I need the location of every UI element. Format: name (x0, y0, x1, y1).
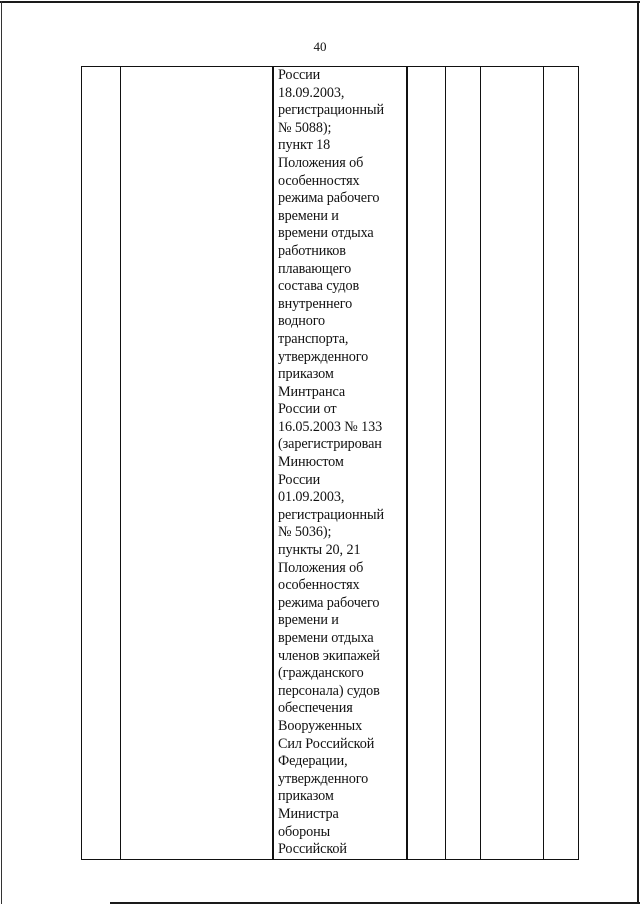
page-border-bottom (110, 902, 640, 904)
table-row (82, 67, 579, 860)
page-border-left (1, 1, 2, 904)
page-number: 40 (313, 39, 327, 54)
table-cell-answer-yes (407, 67, 446, 860)
table-cell-number (82, 67, 121, 860)
legal-references-text: России 18.09.2003, регистрационный № 5088); пункт 18 Положения об особенностях режима рабочего времени и времени отдыха работников плавающего состава судов внутреннего водного транспорта, утвержденного приказом Минтранса России от 16.05.2003 № 133 (зарегистрирован Минюстом России 01.09.2003, регистрационный № 5036); пункты 20, 21 Положения об особенностях режима рабочего времени и времени отдыха членов экипажей (гражданского персонала) судов обеспечения Вооруженных Сил Российской Федерации, утвержденного приказом Министра обороны Российской (278, 67, 384, 858)
table-cell-notes (544, 67, 579, 860)
document-table (81, 66, 579, 860)
table-cell-legal-references (273, 67, 407, 860)
table-cell-requirement (121, 67, 274, 860)
table-cell-not-applicable (481, 67, 544, 860)
table-cell-answer-no (446, 67, 481, 860)
page-border-top (0, 1, 640, 3)
page-border-right (637, 1, 639, 904)
